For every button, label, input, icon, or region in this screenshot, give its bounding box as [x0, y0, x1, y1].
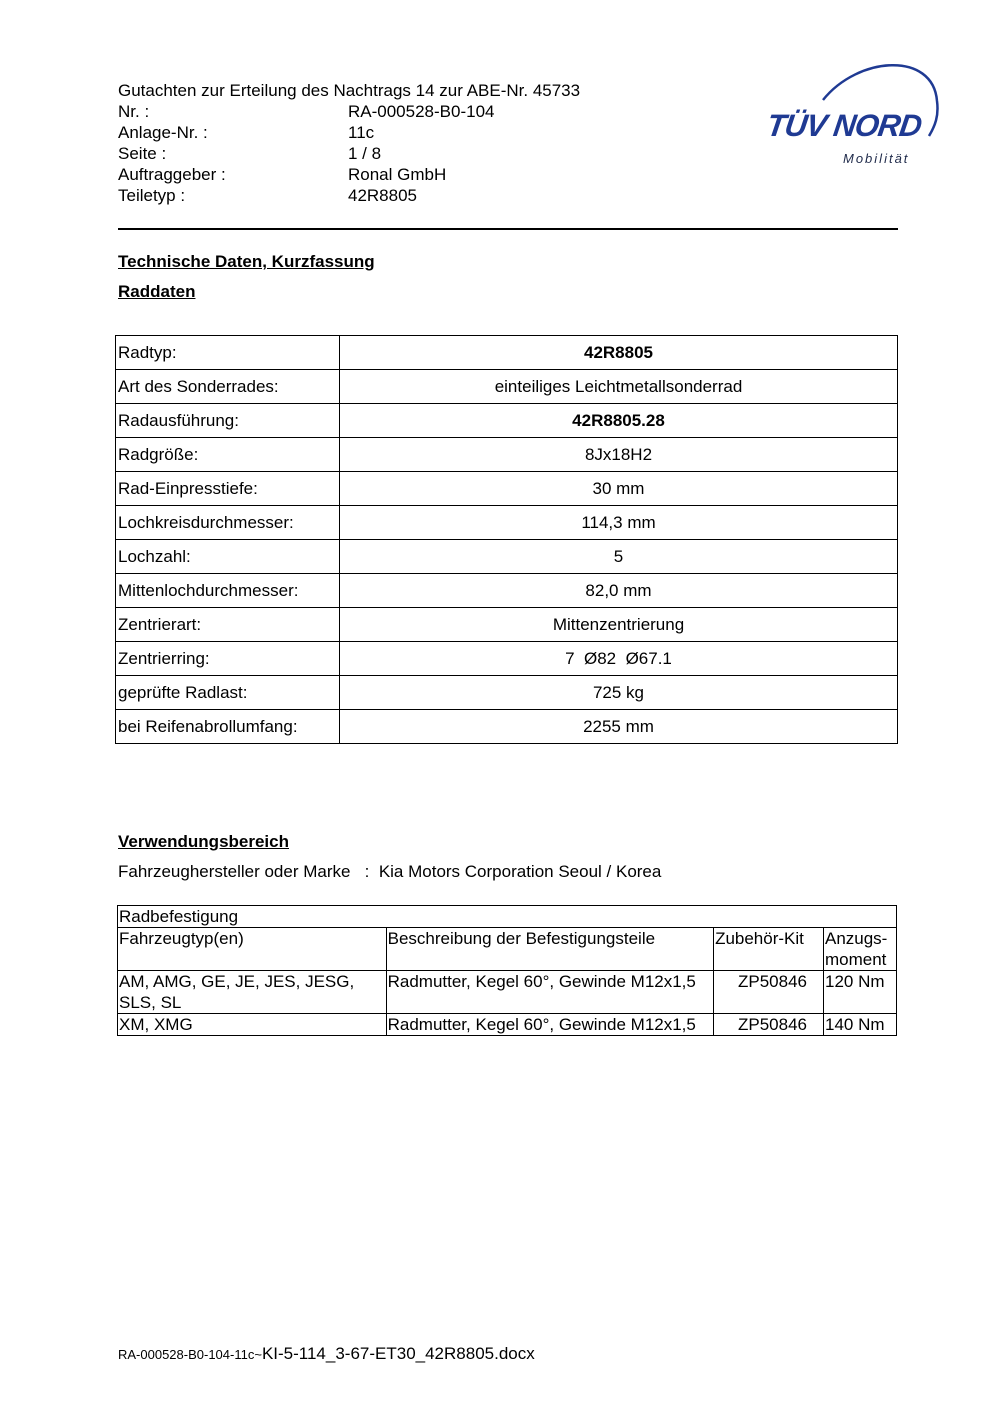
table-cell: ZP50846 — [714, 971, 824, 1014]
wheel-value: 42R8805.28 — [340, 404, 898, 438]
usage-separator: : — [364, 862, 370, 881]
table-row — [116, 336, 898, 370]
table-row — [118, 971, 897, 1014]
table-cell: 140 Nm — [823, 1014, 896, 1036]
table-row — [118, 1014, 897, 1036]
wheel-label: Radgröße: — [116, 438, 340, 472]
table-cell: 120 Nm — [823, 971, 896, 1014]
wheel-value: 42R8805 — [340, 336, 898, 370]
meta-label: Auftraggeber : — [118, 165, 226, 184]
meta-label: Teiletyp : — [118, 186, 186, 205]
wheel-value: 8Jx18H2 — [340, 438, 898, 472]
table-row — [116, 404, 898, 438]
meta-row-page — [118, 143, 580, 164]
table-cell: ZP50846 — [714, 1014, 824, 1036]
table-row — [116, 574, 898, 608]
wheel-value: 7 Ø82 Ø67.1 — [340, 642, 898, 676]
table-row — [116, 710, 898, 744]
table-row — [116, 608, 898, 642]
section-heading-wheel: Raddaten — [118, 282, 196, 301]
meta-row-attachment — [118, 122, 580, 143]
wheel-label: Radtyp: — [116, 336, 340, 370]
meta-value: Ronal GmbH — [348, 165, 447, 184]
footer-file: KI-5-114_3-67-ET30_42R8805.docx — [261, 1344, 535, 1363]
wheel-label: Lochkreisdurchmesser: — [116, 506, 340, 540]
document-header — [118, 80, 580, 206]
wheel-label: bei Reifenabrollumfang: — [116, 710, 340, 744]
table-cell: Radmutter, Kegel 60°, Gewinde M12x1,5 — [386, 1014, 713, 1036]
column-header: Beschreibung der Befestigungsteile — [386, 928, 713, 971]
table-header-row — [118, 928, 897, 971]
logo-subtitle: Mobilität — [843, 151, 910, 166]
meta-row-number — [118, 101, 580, 122]
table-row — [116, 642, 898, 676]
wheel-label: Zentrierring: — [116, 642, 340, 676]
usage-line — [118, 862, 661, 882]
table-row — [116, 506, 898, 540]
table-cell: AM, AMG, GE, JE, JES, JESG, SLS, SL — [118, 971, 387, 1014]
table-title-row — [118, 906, 897, 928]
table-title: Radbefestigung — [118, 906, 897, 928]
meta-label: Anlage-Nr. : — [118, 123, 208, 142]
column-header: Zubehör-Kit — [714, 928, 824, 971]
section-heading-tech: Technische Daten, Kurzfassung — [118, 252, 375, 271]
wheel-label: Zentrierart: — [116, 608, 340, 642]
meta-value: 11c — [348, 123, 375, 142]
wheel-data-table — [115, 335, 898, 744]
wheel-value: einteiliges Leichtmetallsonderrad — [340, 370, 898, 404]
wheel-label: geprüfte Radlast: — [116, 676, 340, 710]
wheel-value: 30 mm — [340, 472, 898, 506]
wheel-label: Art des Sonderrades: — [116, 370, 340, 404]
wheel-value: 5 — [340, 540, 898, 574]
wheel-value: 82,0 mm — [340, 574, 898, 608]
wheel-value: Mittenzentrierung — [340, 608, 898, 642]
meta-value: RA-000528-B0-104 — [348, 102, 495, 121]
meta-label: Seite : — [118, 144, 167, 163]
wheel-label: Lochzahl: — [116, 540, 340, 574]
header-divider — [118, 228, 898, 230]
document-title: Gutachten zur Erteilung des Nachtrags 14 zur ABE-Nr. 45733 — [118, 81, 581, 100]
meta-row-client — [118, 164, 580, 185]
footer-prefix: RA-000528-B0-104-11c~ — [118, 1347, 262, 1362]
wheel-label: Radausführung: — [116, 404, 340, 438]
usage-label: Fahrzeughersteller oder Marke — [118, 862, 351, 881]
table-cell: Radmutter, Kegel 60°, Gewinde M12x1,5 — [386, 971, 713, 1014]
meta-value: 1 / 8 — [348, 144, 382, 163]
wheel-value: 725 kg — [340, 676, 898, 710]
meta-value: 42R8805 — [348, 186, 418, 205]
tuev-nord-logo — [763, 56, 943, 171]
wheel-value: 2255 mm — [340, 710, 898, 744]
table-row — [116, 438, 898, 472]
wheel-label: Mittenlochdurchmesser: — [116, 574, 340, 608]
column-header: Fahrzeugtyp(en) — [118, 928, 387, 971]
table-row — [116, 370, 898, 404]
wheel-fixing-table — [117, 905, 897, 1036]
logo-wordmark: TÜV NORD — [764, 108, 924, 143]
meta-label: Nr. : — [118, 102, 150, 121]
column-header: Anzugs- moment — [823, 928, 896, 971]
table-row — [116, 540, 898, 574]
table-row — [116, 472, 898, 506]
wheel-value: 114,3 mm — [340, 506, 898, 540]
footer-filename — [118, 1344, 535, 1364]
meta-row-part-type — [118, 185, 580, 206]
section-heading-usage: Verwendungsbereich — [118, 832, 289, 851]
wheel-label: Rad-Einpresstiefe: — [116, 472, 340, 506]
usage-value: Kia Motors Corporation Seoul / Korea — [378, 862, 662, 881]
table-cell: XM, XMG — [118, 1014, 387, 1036]
table-row — [116, 676, 898, 710]
